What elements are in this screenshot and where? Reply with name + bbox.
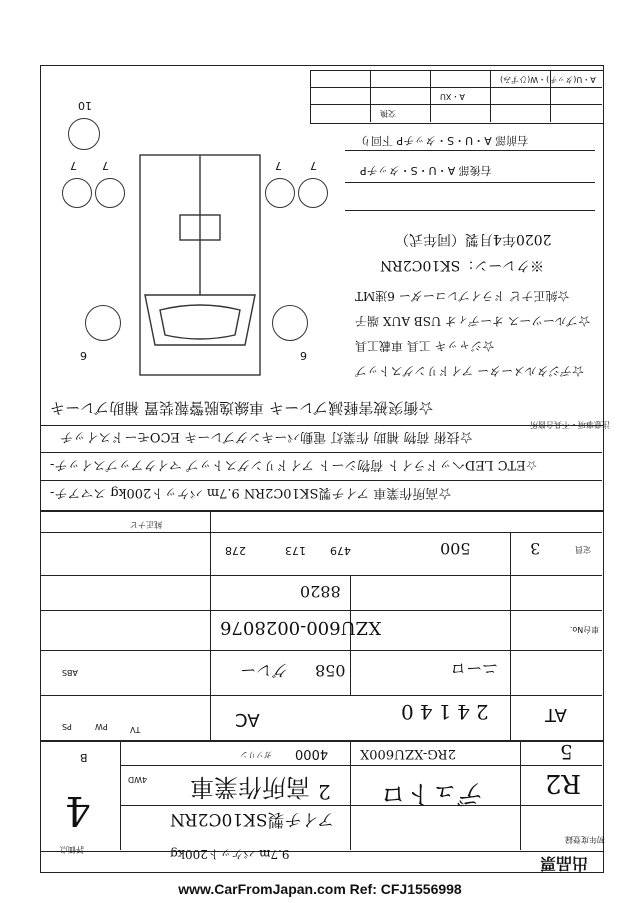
- footer-ref: www.CarFromJapan.com Ref: CFJ1556998: [178, 881, 462, 897]
- sales-point-1: ☆高所作業車 アイチ製SK10C2RN 9.7m バケット200kg スマアチ-: [50, 485, 452, 500]
- chassis-number: XZU600-0028076: [220, 617, 382, 638]
- tire-value-3: 7: [275, 159, 282, 172]
- option-tv: TV: [130, 725, 141, 734]
- doors-value: 2: [318, 780, 331, 804]
- capacity-label: 定員: [575, 545, 591, 554]
- chassis-label: 車台No.: [570, 625, 600, 634]
- model-value: 2RG-XZU600X: [360, 746, 456, 761]
- tire-value-spare: 10: [78, 99, 92, 112]
- note-line-4: ☆ブルーツース オーディオ USB AUX 端子: [355, 314, 591, 328]
- tire-front-right: [298, 178, 328, 208]
- maker-value: アイチ製SK10C2RN: [170, 809, 334, 829]
- option-ps: PS: [62, 722, 72, 731]
- month-value: 5: [560, 740, 573, 764]
- car-type: 高所作業車: [190, 773, 310, 801]
- mileage-value: 24140: [395, 700, 489, 724]
- spare-tire: [68, 118, 100, 150]
- notes-title: 注意事項・不具合箇所: [530, 420, 610, 429]
- sales-point-3: ☆技術 荷物 補助 作業灯 電動パーキングブレーキ ECOモードスイッチ: [60, 429, 473, 444]
- option-pw: PW: [95, 722, 108, 731]
- first-reg-label: 初年度登録: [565, 835, 605, 844]
- dimensions-height: 278: [225, 544, 246, 557]
- legend-wheel: 交換: [380, 109, 396, 118]
- dimensions-length: 479: [330, 544, 351, 557]
- crane-spec: ※クレーン：SK10C2RN: [380, 257, 544, 273]
- capacity-value: 3: [530, 539, 541, 558]
- car-diagram: [60, 95, 340, 395]
- tire-left-big: [85, 305, 121, 341]
- spec-value: 9.7m バケット200kg: [170, 847, 290, 861]
- dimensions-width: 173: [285, 544, 306, 557]
- note-line-2: ☆デジタルメーター アイドリングストップ: [355, 364, 584, 378]
- tire-value-5: 6: [80, 349, 87, 362]
- ac-value: AC: [235, 709, 260, 730]
- drive-value: 4WD: [128, 775, 148, 784]
- note-line-1: ☆衝突被害軽減ブレーキ 車線逸脱警報装置 補助ブレーキ: [50, 399, 434, 417]
- tire-rear-right: [265, 178, 295, 208]
- grade-label: 評価点: [60, 845, 84, 854]
- tire-value-4: 7: [310, 159, 317, 172]
- color-change: グレー: [240, 661, 289, 680]
- tire-value-6: 6: [300, 349, 307, 362]
- tire-rear-left: [62, 178, 92, 208]
- sheet-title: 出品票: [540, 854, 589, 873]
- interior-grade: B: [80, 751, 88, 764]
- color-value: ニーロ: [450, 659, 499, 678]
- legend-fw: A・U(タッチ)・W(ひずみ): [500, 75, 596, 84]
- shift-value: AT: [545, 704, 567, 725]
- option-abs: ABS: [62, 668, 78, 677]
- displacement-value: 4000: [295, 746, 329, 761]
- option-nav: 純正ナビ: [130, 520, 162, 529]
- first-reg-value: R2: [545, 768, 582, 798]
- color-code: 058: [315, 661, 346, 680]
- fuel-value: ガソリン: [240, 750, 272, 759]
- tire-front-left: [95, 178, 125, 208]
- tire-value-1: 7: [70, 159, 77, 172]
- load-value: 500: [440, 539, 471, 558]
- car-name: デュトロ: [380, 778, 484, 808]
- inspection-line-1: 右後部 A・U・S・タッチP: [360, 164, 492, 177]
- tire-right-big: [272, 305, 308, 341]
- reg-date: 2020年4月製（同年式）: [395, 231, 552, 247]
- recycle-value: 8820: [300, 582, 341, 601]
- grade-value: 4: [65, 787, 91, 833]
- sales-point-2: ☆ETC LEDヘッドライト 荷物シート アイドリングストップ マイクアップスイッチ-: [50, 457, 538, 472]
- inspection-line-2: 右前部 A・U・S・タッチP 下回り: [360, 134, 529, 147]
- note-line-3: ☆ジャッキ 工具 車載工具: [355, 339, 495, 353]
- legend-panel: A・XU: [440, 92, 465, 101]
- note-line-5: ☆純正ナビ ドライブレコーダー 6速MT: [355, 289, 570, 303]
- tire-value-2: 7: [102, 159, 109, 172]
